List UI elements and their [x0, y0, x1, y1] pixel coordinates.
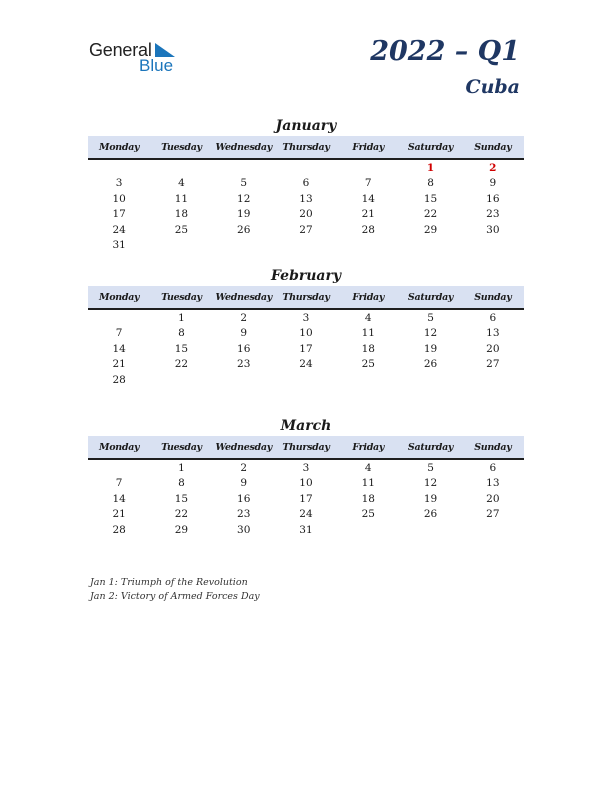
day-cell: 20: [486, 342, 500, 355]
week-row: [88, 160, 524, 176]
day-cell: 9: [240, 327, 248, 340]
day-cell: 15: [423, 192, 438, 205]
weekday-label: Tuesday: [161, 441, 202, 453]
week-row: [88, 310, 524, 326]
weekday-label: Saturday: [407, 291, 454, 303]
day-cell: 12: [423, 327, 438, 340]
holiday-notes: [90, 576, 260, 604]
day-cell: 19: [423, 492, 438, 505]
week-row: [88, 357, 524, 373]
weekday-label: Wednesday: [215, 441, 272, 453]
day-cell: 23: [486, 208, 500, 221]
day-cell: 25: [361, 358, 375, 371]
weekday-label: Saturday: [407, 441, 454, 453]
week-row: [88, 222, 524, 238]
weekday-label: Friday: [352, 291, 385, 303]
holiday-note: Jan 1: Triumph of the Revolution: [90, 577, 248, 588]
day-cell: 27: [486, 508, 500, 521]
day-cell: 31: [112, 239, 126, 252]
day-cell: 26: [237, 223, 251, 236]
weekday-header: [88, 286, 524, 310]
day-cell: 3: [115, 177, 123, 190]
day-cell: 31: [299, 523, 313, 536]
weekday-header: [88, 436, 524, 460]
month-january: [88, 116, 524, 253]
weekday-header: [88, 136, 524, 160]
day-cell: 8: [178, 477, 185, 490]
weekday-label: Thursday: [282, 441, 330, 453]
day-cell: 21: [112, 508, 126, 521]
day-cell: 2: [240, 311, 248, 324]
day-cell: 22: [174, 508, 189, 521]
page-subtitle: Cuba: [465, 76, 520, 98]
logo-word-general: General: [89, 40, 152, 60]
week-row: [88, 476, 524, 492]
day-cell: 10: [299, 477, 313, 490]
day-cell: 28: [361, 223, 375, 236]
weekday-label: Sunday: [474, 291, 512, 303]
weekday-label: Sunday: [474, 141, 512, 153]
month-february: [88, 266, 524, 388]
month-name: January: [275, 118, 337, 134]
month-name: February: [270, 268, 341, 284]
day-cell: 30: [486, 223, 500, 236]
day-cell: 5: [427, 311, 434, 324]
day-cell: 23: [237, 358, 251, 371]
week-row: [88, 341, 524, 357]
day-cell: 19: [237, 208, 251, 221]
day-cell: 18: [361, 342, 375, 355]
day-cell: 28: [112, 373, 126, 386]
month-march: [88, 416, 524, 538]
day-cell: 14: [361, 192, 375, 205]
weekday-label: Saturday: [407, 141, 454, 153]
day-cell: 26: [423, 358, 438, 371]
weekday-label: Wednesday: [215, 141, 272, 153]
day-cell: 7: [364, 177, 372, 190]
day-cell: 14: [112, 492, 126, 505]
weekday-label: Friday: [352, 141, 385, 153]
day-cell: 13: [486, 327, 500, 340]
day-cell: 7: [115, 327, 123, 340]
day-cell: 24: [299, 508, 313, 521]
day-cell: 17: [112, 208, 126, 221]
day-cell: 19: [423, 342, 438, 355]
day-cell: 24: [112, 223, 126, 236]
day-cell: 11: [361, 477, 375, 490]
day-cell: 6: [489, 461, 497, 474]
day-cell: 24: [299, 358, 313, 371]
day-cell: 8: [178, 327, 185, 340]
day-cell: 27: [486, 358, 500, 371]
weekday-label: Wednesday: [215, 291, 272, 303]
logo: [89, 40, 189, 76]
day-cell: 18: [174, 208, 189, 221]
week-row: [88, 326, 524, 342]
weekday-label: Tuesday: [161, 291, 202, 303]
page-title: 2022 – Q1: [370, 36, 520, 67]
day-cell: 1: [178, 311, 185, 324]
weekday-label: Monday: [99, 141, 140, 153]
week-row: [88, 372, 524, 388]
weekday-label: Friday: [352, 441, 385, 453]
day-cell: 21: [112, 358, 126, 371]
day-cell: 7: [115, 477, 123, 490]
day-cell: 29: [423, 223, 438, 236]
day-cell: 15: [174, 342, 189, 355]
day-cell: 11: [174, 192, 189, 205]
weekday-label: Sunday: [474, 441, 512, 453]
day-cell: 6: [489, 311, 497, 324]
day-cell: 18: [361, 492, 375, 505]
weekday-label: Tuesday: [161, 141, 202, 153]
day-cell: 4: [178, 177, 185, 190]
week-row: [88, 522, 524, 538]
day-cell: 20: [486, 492, 500, 505]
day-cell: 4: [364, 311, 372, 324]
day-cell: 17: [299, 342, 313, 355]
day-cell: 23: [237, 508, 251, 521]
day-cell: 21: [361, 208, 375, 221]
day-cell: 15: [174, 492, 189, 505]
day-cell: 22: [174, 358, 189, 371]
week-row: [88, 460, 524, 476]
day-cell: 16: [486, 192, 500, 205]
day-cell: 6: [302, 177, 310, 190]
day-cell: 9: [240, 477, 248, 490]
day-cell: 1: [178, 461, 185, 474]
weekday-label: Thursday: [282, 291, 330, 303]
month-name: March: [280, 418, 332, 434]
day-cell: 5: [240, 177, 248, 190]
day-cell: 9: [489, 177, 497, 190]
day-cell: 3: [302, 461, 310, 474]
day-cell: 2: [489, 161, 497, 174]
week-row: [88, 238, 524, 254]
day-cell: 25: [174, 223, 189, 236]
day-cell: 14: [112, 342, 126, 355]
week-row: [88, 176, 524, 192]
day-cell: 20: [299, 208, 313, 221]
day-cell: 29: [174, 523, 189, 536]
day-cell: 13: [299, 192, 313, 205]
day-cell: 17: [299, 492, 313, 505]
week-row: [88, 491, 524, 507]
logo-word-blue: Blue: [139, 56, 174, 75]
day-cell: 4: [364, 461, 372, 474]
day-cell: 10: [299, 327, 313, 340]
holiday-note: Jan 2: Victory of Armed Forces Day: [90, 591, 260, 602]
day-cell: 27: [299, 223, 313, 236]
weekday-label: Thursday: [282, 141, 330, 153]
day-cell: 10: [112, 192, 126, 205]
day-cell: 25: [361, 508, 375, 521]
day-cell: 11: [361, 327, 375, 340]
day-cell: 3: [302, 311, 310, 324]
day-cell: 2: [240, 461, 248, 474]
week-row: [88, 191, 524, 207]
logo-flag-icon: [155, 43, 175, 57]
day-cell: 28: [112, 523, 126, 536]
week-row: [88, 507, 524, 523]
weekday-label: Monday: [99, 291, 140, 303]
day-cell: 26: [423, 508, 438, 521]
day-cell: 8: [427, 177, 434, 190]
day-cell: 1: [426, 161, 435, 174]
weekday-label: Monday: [99, 441, 140, 453]
day-cell: 16: [237, 342, 251, 355]
day-cell: 16: [237, 492, 251, 505]
day-cell: 5: [427, 461, 434, 474]
day-cell: 30: [237, 523, 251, 536]
day-cell: 13: [486, 477, 500, 490]
day-cell: 12: [423, 477, 438, 490]
day-cell: 12: [237, 192, 251, 205]
week-row: [88, 207, 524, 223]
day-cell: 22: [423, 208, 438, 221]
